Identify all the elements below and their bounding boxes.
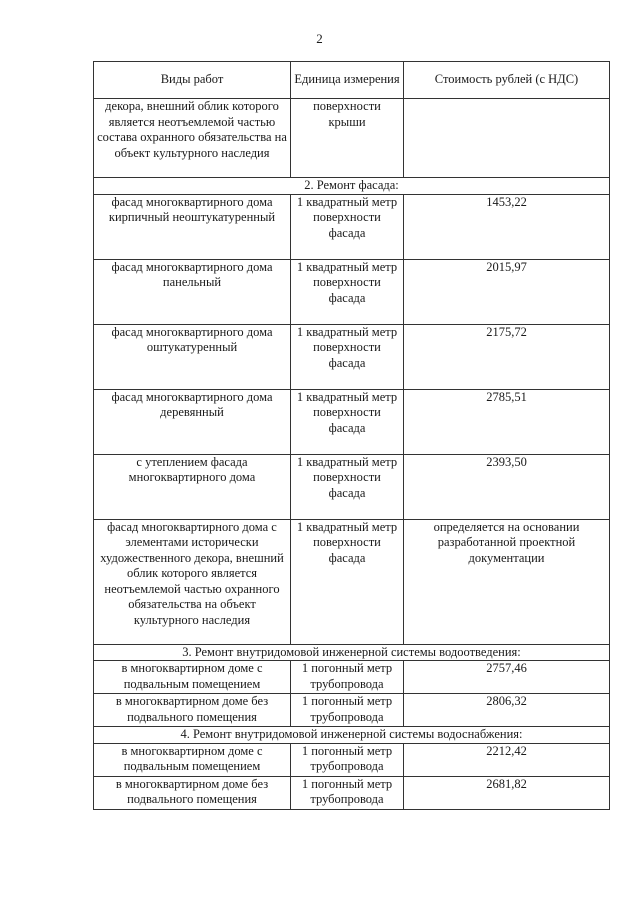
header-cost: Стоимость рублей (с НДС)	[404, 62, 610, 99]
unit-cell: 1 квадратный метр поверхности фасада	[291, 194, 404, 259]
table-row	[94, 743, 610, 776]
unit-cell: 1 квадратный метр поверхности фасада	[291, 519, 404, 644]
cost-cell: 2681,82	[404, 776, 610, 809]
work-type-cell: в многоквартирном доме с подвальным помещением	[94, 743, 291, 776]
work-type-cell: в многоквартирном доме без подвального помещения	[94, 776, 291, 809]
work-type-cell: в многоквартирном доме без подвального помещения	[94, 694, 291, 727]
unit-cell: 1 погонный метр трубопровода	[291, 661, 404, 694]
section-title: 3. Ремонт внутридомовой инженерной системы водоотведения:	[94, 644, 610, 661]
table-body	[94, 99, 610, 810]
work-type-cell: фасад многоквартирного дома оштукатуренный	[94, 324, 291, 389]
table-row	[94, 454, 610, 519]
work-type-cell: фасад многоквартирного дома с элементами исторически художественного декора, внешний облик которого является неотъемлемой частью охранного обязательства на объект культурного наследия	[94, 519, 291, 644]
unit-cell: 1 погонный метр трубопровода	[291, 776, 404, 809]
table-row	[94, 776, 610, 809]
unit-cell: 1 квадратный метр поверхности фасада	[291, 324, 404, 389]
table-row	[94, 259, 610, 324]
cost-cell: 2393,50	[404, 454, 610, 519]
table-header-row	[94, 62, 610, 99]
cost-cell: 2785,51	[404, 389, 610, 454]
section-row	[94, 644, 610, 661]
unit-cell: 1 погонный метр трубопровода	[291, 743, 404, 776]
cost-cell: 2015,97	[404, 259, 610, 324]
section-title: 4. Ремонт внутридомовой инженерной системы водоснабжения:	[94, 727, 610, 744]
unit-cell: 1 погонный метр трубопровода	[291, 694, 404, 727]
header-work-type: Виды работ	[94, 62, 291, 99]
header-unit: Единица измерения	[291, 62, 404, 99]
work-type-cell: с утеплением фасада многоквартирного дома	[94, 454, 291, 519]
table-row	[94, 324, 610, 389]
unit-cell: 1 квадратный метр поверхности фасада	[291, 259, 404, 324]
works-cost-table	[93, 61, 610, 810]
table-row	[94, 99, 610, 178]
work-type-cell: декора, внешний облик которого является неотъемлемой частью состава охранного обязательства на объект культурного наследия	[94, 99, 291, 178]
cost-cell: 2806,32	[404, 694, 610, 727]
table-row	[94, 194, 610, 259]
work-type-cell: фасад многоквартирного дома панельный	[94, 259, 291, 324]
work-type-cell: в многоквартирном доме с подвальным помещением	[94, 661, 291, 694]
table-row	[94, 694, 610, 727]
cost-cell: определяется на основании разработанной проектной документации	[404, 519, 610, 644]
cost-cell: 1453,22	[404, 194, 610, 259]
page-number: 2	[316, 31, 323, 46]
table-row	[94, 519, 610, 644]
table-row	[94, 661, 610, 694]
cost-cell: 2212,42	[404, 743, 610, 776]
unit-cell: 1 квадратный метр поверхности фасада	[291, 454, 404, 519]
table-row	[94, 389, 610, 454]
cost-cell: 2757,46	[404, 661, 610, 694]
unit-cell: 1 квадратный метр поверхности фасада	[291, 389, 404, 454]
work-type-cell: фасад многоквартирного дома деревянный	[94, 389, 291, 454]
unit-cell: поверхности крыши	[291, 99, 404, 178]
work-type-cell: фасад многоквартирного дома кирпичный неоштукатуренный	[94, 194, 291, 259]
section-row	[94, 727, 610, 744]
section-row	[94, 178, 610, 195]
cost-cell	[404, 99, 610, 178]
cost-cell: 2175,72	[404, 324, 610, 389]
section-title: 2. Ремонт фасада:	[94, 178, 610, 195]
